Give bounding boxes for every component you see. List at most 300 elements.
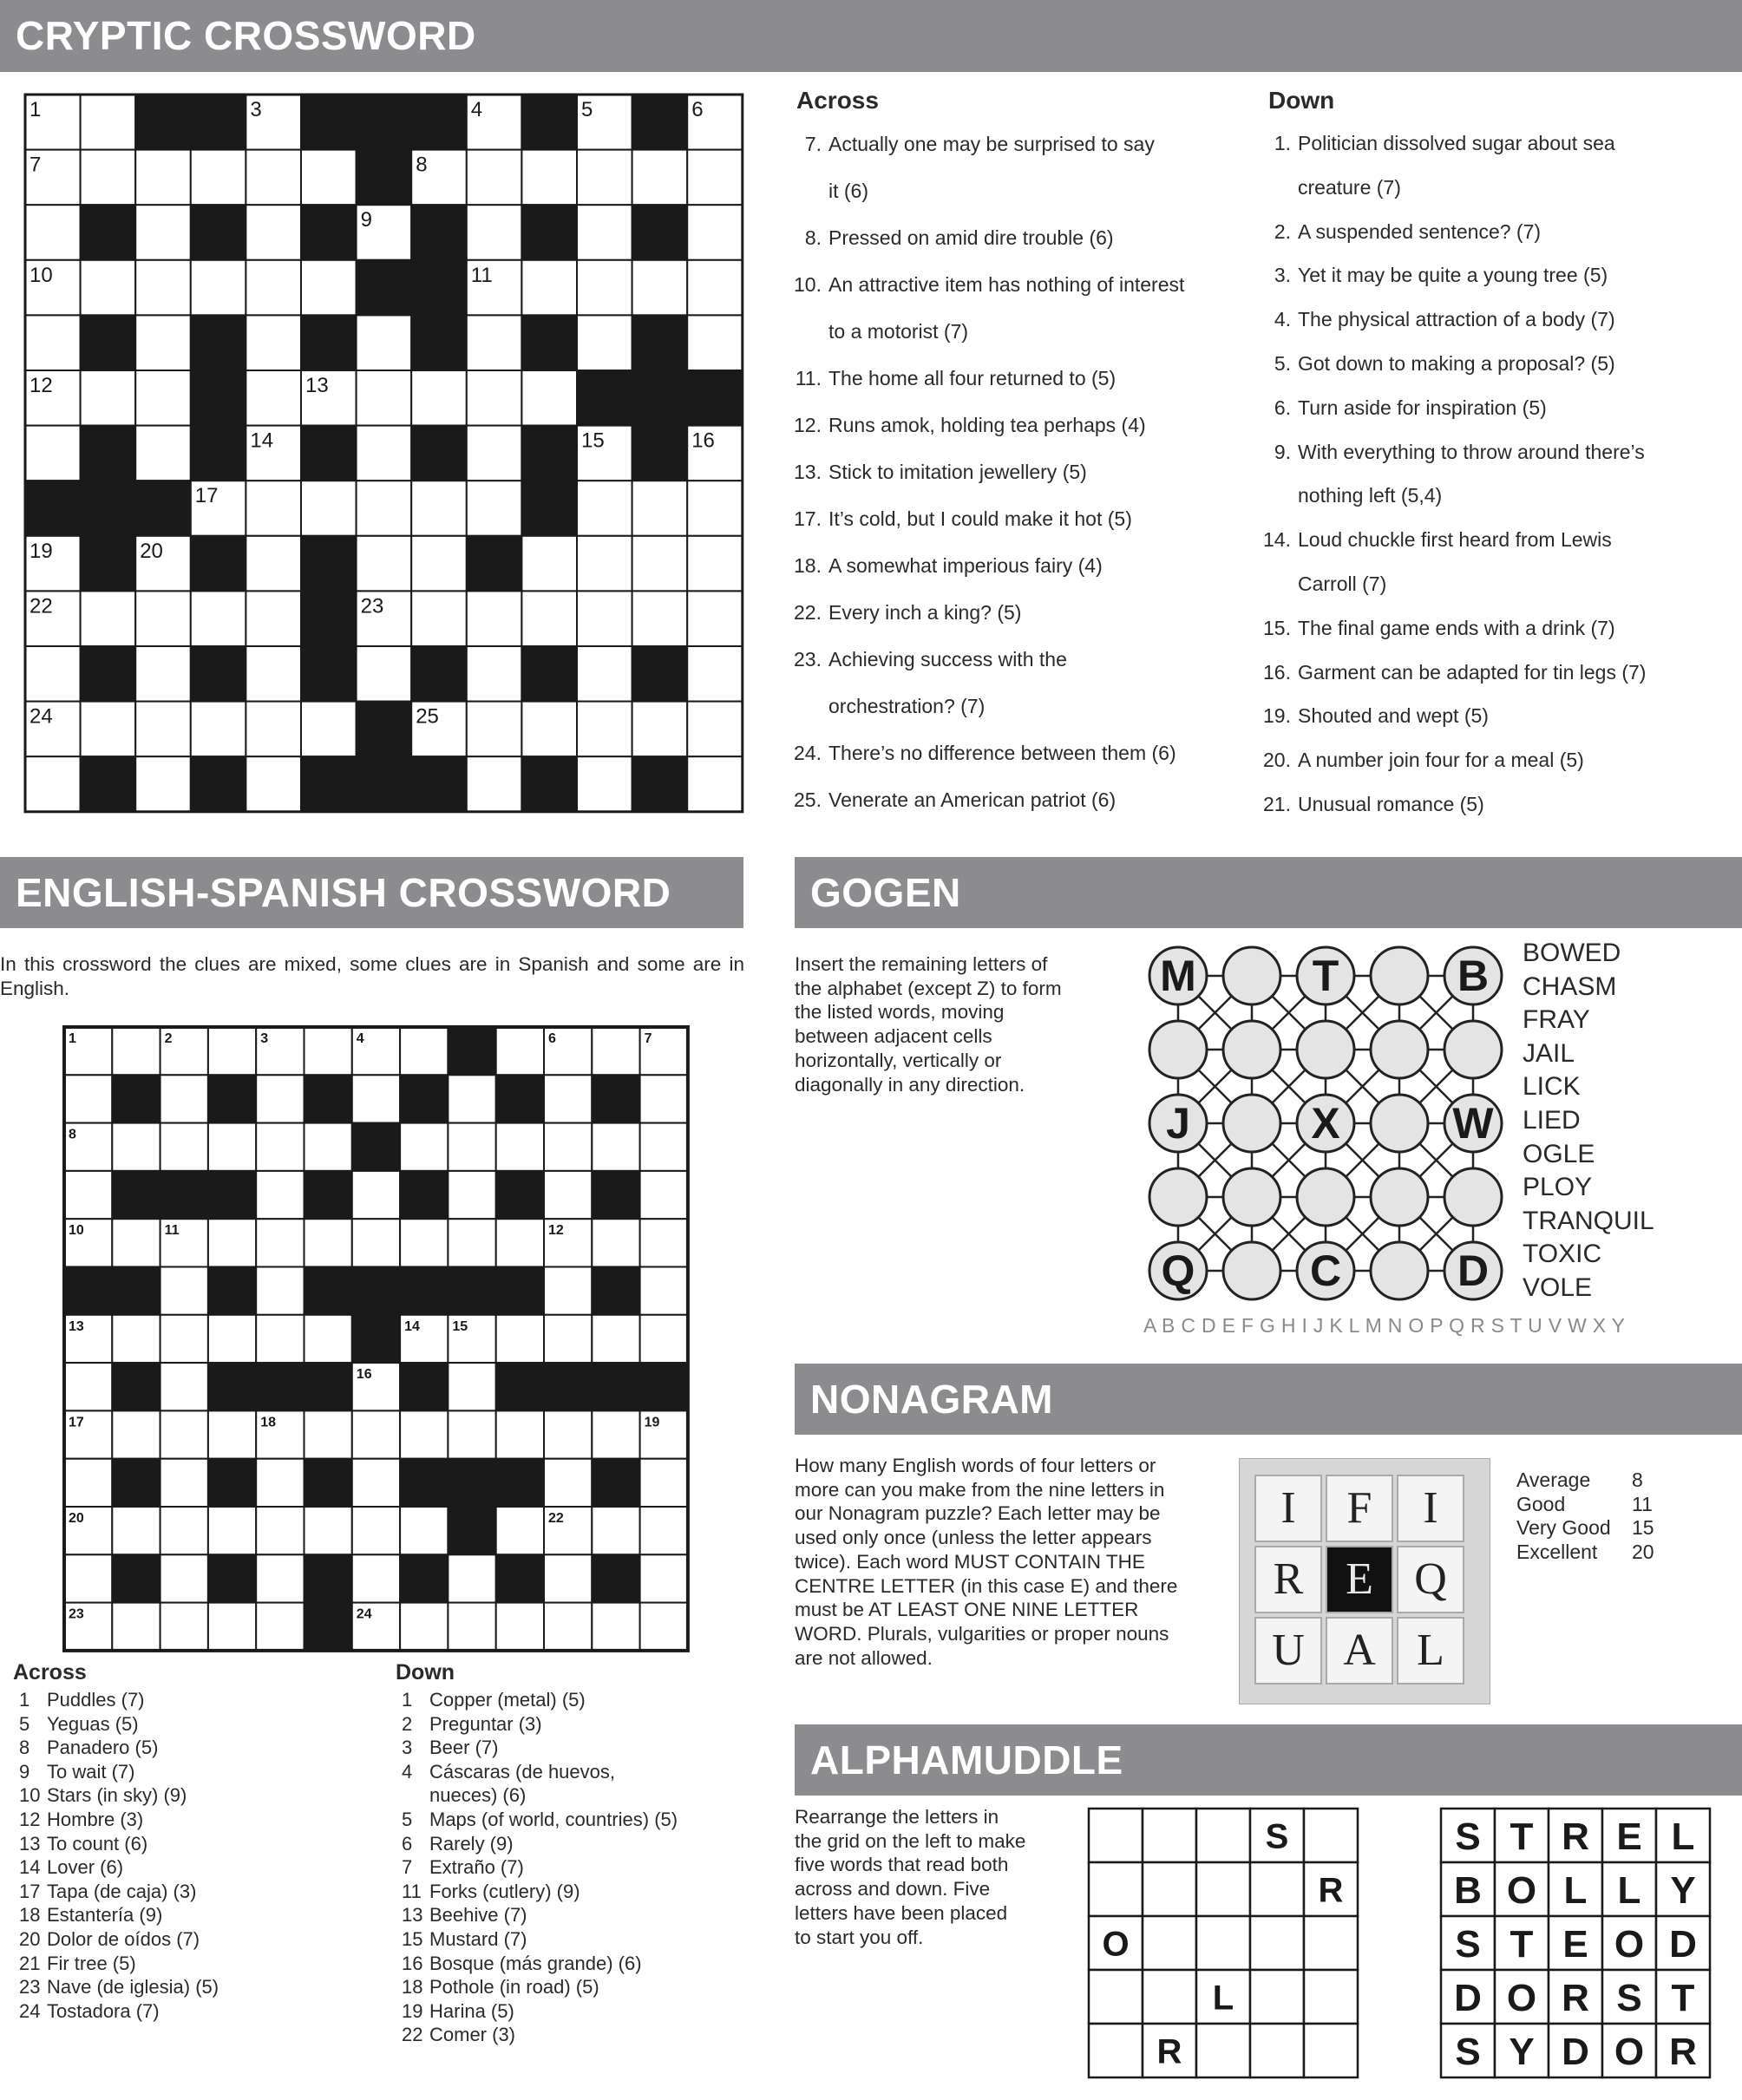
grid-cell[interactable] — [191, 260, 246, 316]
grid-cell[interactable] — [25, 205, 81, 260]
clue-number: 24 — [356, 1606, 372, 1622]
clue-number: 15 — [452, 1318, 468, 1334]
block-cell — [25, 481, 81, 536]
grid-cell[interactable] — [135, 591, 191, 646]
gogen-instructions: Insert the remaining letters of the alphabet (except Z) to form the listed words, moving between adjacent cells horizontally, vertically or diagonally in any direction. — [795, 953, 1062, 1096]
gogen-header — [795, 857, 1742, 928]
block-cell — [191, 205, 246, 260]
grid-cell[interactable] — [640, 1075, 688, 1122]
grid-cell[interactable] — [400, 1123, 448, 1171]
block-cell — [448, 1267, 495, 1315]
grid-cell[interactable] — [577, 260, 632, 316]
grid-cell[interactable] — [256, 1219, 304, 1266]
letter-cell[interactable] — [1304, 2024, 1358, 2077]
grid-cell[interactable] — [640, 1171, 688, 1219]
block-cell — [411, 205, 467, 260]
grid-cell[interactable] — [191, 591, 246, 646]
gogen-cell[interactable] — [1371, 1168, 1428, 1226]
letter-cell[interactable] — [1089, 1970, 1143, 2024]
clue-text: Estantería (9) — [47, 1904, 163, 1927]
clue-number: 5 — [452, 1031, 461, 1046]
grid-cell[interactable] — [544, 1315, 592, 1363]
grid-cell[interactable] — [256, 1603, 304, 1651]
clue-number: 22 — [548, 1511, 564, 1526]
grid-cell[interactable] — [357, 536, 412, 592]
grid-cell[interactable] — [64, 1554, 112, 1602]
grid-cell[interactable] — [246, 481, 301, 536]
gogen-cell[interactable] — [1223, 1021, 1280, 1078]
grid-cell[interactable] — [305, 1219, 352, 1266]
letter-cell[interactable] — [1143, 1862, 1196, 1916]
block-cell — [521, 646, 577, 702]
letter-cell[interactable] — [1143, 1809, 1196, 1862]
grid-cell[interactable] — [112, 1410, 160, 1458]
score-row — [1516, 1541, 1654, 1565]
score-value: 15 — [1632, 1516, 1654, 1539]
grid-cell[interactable] — [64, 1075, 112, 1122]
block-cell — [521, 315, 577, 370]
cryptic-grid[interactable] — [23, 93, 744, 814]
grid-cell[interactable] — [135, 702, 191, 757]
grid-cell[interactable] — [25, 315, 81, 370]
letter-cell[interactable] — [1196, 1916, 1250, 1970]
gogen-cell[interactable] — [1371, 1242, 1428, 1299]
grid-cell[interactable] — [112, 1027, 160, 1075]
grid-cell[interactable] — [448, 1171, 495, 1219]
grid-cell[interactable] — [544, 1171, 592, 1219]
grid-cell[interactable] — [208, 1027, 256, 1075]
grid-cell[interactable] — [160, 1507, 208, 1554]
grid-cell[interactable] — [544, 1267, 592, 1315]
grid-cell[interactable] — [357, 646, 412, 702]
nonagram-cell: L — [1397, 1617, 1464, 1685]
grid-cell[interactable] — [246, 702, 301, 757]
grid-cell[interactable] — [301, 150, 357, 206]
gogen-cell[interactable] — [1444, 1021, 1502, 1078]
letter-cell[interactable] — [1196, 1809, 1250, 1862]
grid-cell[interactable] — [301, 702, 357, 757]
grid-cell[interactable] — [135, 260, 191, 316]
grid-cell[interactable] — [256, 1267, 304, 1315]
grid-cell[interactable] — [256, 1507, 304, 1554]
clue — [1254, 793, 1740, 837]
grid-cell[interactable] — [632, 260, 688, 316]
letter-cell[interactable] — [1250, 2024, 1304, 2077]
clue — [12, 1999, 377, 2024]
letter-cell[interactable] — [1304, 1916, 1358, 1970]
grid-cell[interactable] — [352, 1219, 400, 1266]
grid-cell[interactable] — [135, 426, 191, 481]
clue-number: 3. — [1274, 264, 1291, 287]
grid-cell[interactable] — [64, 1459, 112, 1507]
grid-cell[interactable] — [246, 756, 301, 812]
clue — [12, 1880, 377, 1904]
grid-cell[interactable] — [687, 260, 743, 316]
grid-cell[interactable] — [305, 1027, 352, 1075]
grid-cell[interactable] — [640, 1315, 688, 1363]
grid-cell[interactable] — [81, 591, 136, 646]
gogen-grid[interactable] — [1143, 941, 1508, 1305]
grid-cell[interactable] — [640, 1219, 688, 1266]
grid-cell[interactable] — [544, 1123, 592, 1171]
grid-cell[interactable] — [687, 756, 743, 812]
grid-cell[interactable] — [467, 205, 522, 260]
letter-cell[interactable] — [1196, 1862, 1250, 1916]
grid-cell[interactable] — [191, 150, 246, 206]
letter-cell[interactable] — [1304, 1970, 1358, 2024]
clue-number: 7. — [804, 133, 822, 155]
grid-cell[interactable] — [135, 756, 191, 812]
grid-cell[interactable] — [160, 1363, 208, 1410]
grid-cell[interactable] — [544, 1603, 592, 1651]
clue-number: 23 — [19, 1976, 41, 1999]
grid-cell[interactable] — [448, 1554, 495, 1602]
grid-cell[interactable] — [357, 370, 412, 426]
clue-number: 10 — [19, 1784, 41, 1807]
gogen-cell[interactable] — [1297, 1168, 1354, 1226]
grid-cell[interactable] — [305, 1507, 352, 1554]
grid-cell[interactable] — [640, 1603, 688, 1651]
grid-cell[interactable] — [521, 150, 577, 206]
grid-cell[interactable] — [577, 205, 632, 260]
grid-cell[interactable] — [352, 1171, 400, 1219]
grid-cell[interactable] — [160, 1315, 208, 1363]
grid-cell[interactable] — [577, 536, 632, 592]
gogen-cell[interactable] — [1444, 1168, 1502, 1226]
block-cell — [305, 1603, 352, 1651]
grid-cell[interactable] — [687, 481, 743, 536]
grid-cell[interactable] — [577, 756, 632, 812]
clue-text: Politician dissolved sugar about sea — [1298, 132, 1615, 154]
grid-cell[interactable] — [246, 591, 301, 646]
grid-cell[interactable] — [577, 702, 632, 757]
alphamuddle-header — [795, 1724, 1742, 1796]
grid-cell[interactable] — [357, 426, 412, 481]
block-cell — [112, 1459, 160, 1507]
grid-cell[interactable] — [357, 481, 412, 536]
grid-cell[interactable] — [112, 1219, 160, 1266]
grid-cell[interactable] — [544, 1410, 592, 1458]
grid-cell[interactable] — [246, 646, 301, 702]
grid-cell[interactable] — [467, 315, 522, 370]
grid-cell[interactable] — [521, 370, 577, 426]
clue-number: 18 — [19, 1904, 41, 1927]
letter-cell[interactable] — [1089, 1862, 1143, 1916]
grid-cell[interactable] — [411, 536, 467, 592]
clue — [785, 273, 1236, 320]
grid-cell[interactable] — [577, 315, 632, 370]
grid-cell[interactable] — [135, 205, 191, 260]
grid-cell[interactable] — [687, 702, 743, 757]
grid-cell[interactable] — [640, 1554, 688, 1602]
score-row — [1516, 1469, 1654, 1493]
clue-text: Venerate an American patriot (6) — [828, 788, 1117, 811]
letter-cell[interactable] — [1196, 2024, 1250, 2077]
grid-cell[interactable] — [352, 1075, 400, 1122]
grid-cell[interactable] — [592, 1315, 639, 1363]
grid-cell[interactable] — [687, 150, 743, 206]
clue — [785, 414, 1236, 461]
grid-cell[interactable] — [467, 646, 522, 702]
grid-cell[interactable] — [687, 536, 743, 592]
letter-cell[interactable] — [1089, 2024, 1143, 2077]
grid-cell[interactable] — [521, 260, 577, 316]
grid-cell[interactable] — [448, 1363, 495, 1410]
grid-cell[interactable] — [112, 1123, 160, 1171]
grid-cell[interactable] — [496, 1123, 544, 1171]
grid-cell[interactable] — [496, 1507, 544, 1554]
grid-cell[interactable] — [135, 150, 191, 206]
grid-cell[interactable] — [592, 1507, 639, 1554]
grid-cell[interactable] — [246, 205, 301, 260]
grid-cell[interactable] — [400, 1603, 448, 1651]
grid-cell[interactable] — [632, 150, 688, 206]
grid-cell[interactable] — [301, 481, 357, 536]
grid-cell[interactable] — [521, 702, 577, 757]
grid-cell[interactable] — [246, 150, 301, 206]
gogen-cell[interactable] — [1149, 1021, 1207, 1078]
gogen-cell[interactable] — [1223, 1095, 1280, 1152]
grid-cell[interactable] — [112, 1507, 160, 1554]
grid-cell[interactable] — [64, 1363, 112, 1410]
grid-cell[interactable] — [577, 591, 632, 646]
grid-cell[interactable] — [448, 1603, 495, 1651]
clue-number: 20 — [19, 1927, 41, 1950]
grid-cell[interactable] — [256, 1459, 304, 1507]
grid-cell[interactable] — [496, 1315, 544, 1363]
grid-cell[interactable] — [191, 702, 246, 757]
grid-cell[interactable] — [81, 150, 136, 206]
grid-cell[interactable] — [352, 1554, 400, 1602]
gogen-cell[interactable] — [1371, 1021, 1428, 1078]
clue-number: 5 — [581, 98, 593, 121]
grid-cell[interactable] — [246, 315, 301, 370]
grid-cell[interactable] — [577, 150, 632, 206]
nonagram-grid[interactable] — [1239, 1458, 1490, 1704]
grid-cell[interactable] — [467, 481, 522, 536]
grid-cell[interactable] — [467, 702, 522, 757]
grid-cell[interactable] — [448, 1219, 495, 1266]
grid-cell[interactable] — [208, 1315, 256, 1363]
grid-cell[interactable] — [400, 1507, 448, 1554]
grid-cell[interactable] — [160, 1267, 208, 1315]
block-cell — [400, 1363, 448, 1410]
block-cell — [112, 1267, 160, 1315]
grid-cell[interactable] — [448, 1123, 495, 1171]
gogen-cell[interactable] — [1223, 947, 1280, 1004]
grid-cell[interactable] — [496, 1027, 544, 1075]
letter-cell[interactable] — [1250, 1862, 1304, 1916]
grid-cell[interactable] — [400, 1027, 448, 1075]
grid-cell[interactable] — [640, 1267, 688, 1315]
grid-cell[interactable] — [592, 1219, 639, 1266]
grid-cell[interactable] — [467, 150, 522, 206]
grid-cell[interactable] — [208, 1410, 256, 1458]
alphamuddle-instructions: Rearrange the letters in the grid on the left to make five words that read both across and down. Five letters have been placed to start you off. — [795, 1806, 1026, 1948]
grid-cell[interactable] — [160, 1410, 208, 1458]
grid-cell[interactable] — [467, 591, 522, 646]
grid-cell[interactable] — [246, 536, 301, 592]
grid-cell[interactable] — [640, 1507, 688, 1554]
grid-cell[interactable] — [496, 1219, 544, 1266]
grid-cell[interactable] — [160, 1603, 208, 1651]
grid-cell[interactable] — [256, 1123, 304, 1171]
clue — [1254, 704, 1740, 749]
grid-cell[interactable] — [256, 1171, 304, 1219]
clue — [395, 1855, 759, 1880]
grid-cell[interactable] — [135, 315, 191, 370]
clue-text: A somewhat imperious fairy (4) — [828, 554, 1103, 577]
grid-cell[interactable] — [632, 536, 688, 592]
grid-cell[interactable] — [687, 646, 743, 702]
clue — [12, 1832, 377, 1856]
grid-letter: R — [1562, 1976, 1589, 2019]
grid-cell[interactable] — [305, 1410, 352, 1458]
grid-cell[interactable] — [640, 1123, 688, 1171]
spanish-across-list — [12, 1688, 377, 2023]
grid-cell[interactable] — [160, 1123, 208, 1171]
grid-letter: R — [1156, 2032, 1182, 2071]
letter-cell[interactable] — [1089, 1809, 1143, 1862]
grid-cell[interactable] — [357, 315, 412, 370]
block-cell — [632, 646, 688, 702]
grid-cell[interactable] — [496, 1410, 544, 1458]
clue-number: 15 — [402, 1927, 423, 1950]
grid-cell[interactable] — [521, 591, 577, 646]
grid-cell[interactable] — [305, 1315, 352, 1363]
cryptic-down-list — [1254, 132, 1740, 837]
grid-cell[interactable] — [632, 481, 688, 536]
grid-cell[interactable] — [592, 1123, 639, 1171]
grid-cell[interactable] — [544, 1554, 592, 1602]
grid-cell[interactable] — [467, 756, 522, 812]
grid-cell[interactable] — [592, 1603, 639, 1651]
grid-cell[interactable] — [160, 1075, 208, 1122]
gogen-word: PLOY — [1523, 1173, 1593, 1202]
grid-cell[interactable] — [467, 370, 522, 426]
grid-cell[interactable] — [246, 370, 301, 426]
grid-cell[interactable] — [400, 1219, 448, 1266]
grid-cell[interactable] — [544, 1075, 592, 1122]
block-cell — [191, 370, 246, 426]
grid-cell[interactable] — [246, 260, 301, 316]
grid-cell[interactable] — [81, 260, 136, 316]
gogen-cell[interactable] — [1297, 1021, 1354, 1078]
grid-cell[interactable] — [208, 1219, 256, 1266]
grid-cell[interactable] — [112, 1603, 160, 1651]
grid-cell[interactable] — [577, 646, 632, 702]
clue-number: 18 — [402, 1976, 423, 1999]
grid-cell[interactable] — [256, 1554, 304, 1602]
block-cell — [521, 95, 577, 150]
grid-cell[interactable] — [687, 205, 743, 260]
clue-number: 12 — [29, 374, 53, 397]
grid-cell[interactable] — [208, 1507, 256, 1554]
clue-text: Dolor de oídos (7) — [47, 1927, 200, 1950]
gogen-cell[interactable] — [1371, 1095, 1428, 1152]
letter-cell[interactable] — [1143, 1970, 1196, 2024]
block-cell — [357, 95, 412, 150]
grid-cell[interactable] — [25, 646, 81, 702]
letter-cell[interactable] — [1143, 1916, 1196, 1970]
grid-cell[interactable] — [687, 315, 743, 370]
grid-cell[interactable] — [81, 370, 136, 426]
letter-cell[interactable] — [1304, 1809, 1358, 1862]
score-row — [1516, 1493, 1654, 1517]
gogen-cell[interactable] — [1149, 1168, 1207, 1226]
grid-cell[interactable] — [448, 1410, 495, 1458]
grid-cell[interactable] — [25, 426, 81, 481]
nonagram-instructions: How many English words of four letters or more can you make from the nine letters in our Nonagram puzzle? Each letter may be used only once (unless the letter appears twice). Each word MUST CONTAIN THE CENTRE LETTER (in this case E) and there must be AT LEAST ONE NINE LETTER WORD. Plurals, vulgarities or proper nouns are not allowed. — [795, 1455, 1178, 1669]
grid-cell[interactable] — [544, 1459, 592, 1507]
grid-cell[interactable] — [301, 260, 357, 316]
grid-cell[interactable] — [256, 1315, 304, 1363]
block-cell — [577, 370, 632, 426]
nonagram-header — [795, 1364, 1742, 1435]
grid-cell[interactable] — [64, 1171, 112, 1219]
grid-cell[interactable] — [467, 426, 522, 481]
grid-cell[interactable] — [411, 481, 467, 536]
grid-cell[interactable] — [640, 1459, 688, 1507]
clue-text: To wait (7) — [47, 1760, 135, 1783]
grid-cell[interactable] — [112, 1315, 160, 1363]
gogen-title: GOGEN — [810, 870, 961, 915]
grid-cell[interactable] — [632, 591, 688, 646]
clue-number: 21 — [452, 1511, 468, 1526]
grid-cell[interactable] — [411, 591, 467, 646]
grid-cell[interactable] — [632, 702, 688, 757]
gogen-cell[interactable] — [1223, 1168, 1280, 1226]
grid-cell[interactable] — [496, 1603, 544, 1651]
grid-cell[interactable] — [352, 1507, 400, 1554]
letter-cell[interactable] — [1250, 1916, 1304, 1970]
grid-cell[interactable] — [352, 1410, 400, 1458]
grid-cell[interactable] — [160, 1554, 208, 1602]
gogen-cell[interactable] — [1223, 1242, 1280, 1299]
grid-cell[interactable] — [135, 646, 191, 702]
grid-cell[interactable] — [352, 1459, 400, 1507]
grid-cell[interactable] — [305, 1123, 352, 1171]
grid-cell[interactable] — [521, 536, 577, 592]
grid-letter: T — [1671, 1976, 1695, 2019]
grid-cell[interactable] — [135, 370, 191, 426]
grid-cell[interactable] — [208, 1123, 256, 1171]
grid-cell[interactable] — [592, 1027, 639, 1075]
grid-cell[interactable] — [25, 756, 81, 812]
letter-cell[interactable] — [1250, 1970, 1304, 2024]
grid-cell[interactable] — [687, 591, 743, 646]
grid-cell[interactable] — [160, 1459, 208, 1507]
clue-text: Yeguas (5) — [47, 1712, 139, 1735]
block-cell — [496, 1075, 544, 1122]
grid-cell[interactable] — [256, 1075, 304, 1122]
grid-cell[interactable] — [81, 95, 136, 150]
clue-text: Fir tree (5) — [47, 1952, 136, 1974]
alphamuddle-answer-grid[interactable] — [1087, 1807, 1361, 2081]
grid-cell[interactable] — [592, 1410, 639, 1458]
grid-cell[interactable] — [411, 370, 467, 426]
grid-cell[interactable] — [81, 702, 136, 757]
grid-cell[interactable] — [208, 1603, 256, 1651]
clue — [1254, 617, 1740, 661]
spanish-grid[interactable] — [62, 1025, 690, 1652]
block-cell — [496, 1363, 544, 1410]
grid-cell[interactable] — [400, 1410, 448, 1458]
grid-cell[interactable] — [448, 1075, 495, 1122]
gogen-cell[interactable] — [1371, 947, 1428, 1004]
clue-number: 9 — [360, 208, 372, 232]
grid-cell[interactable] — [577, 481, 632, 536]
